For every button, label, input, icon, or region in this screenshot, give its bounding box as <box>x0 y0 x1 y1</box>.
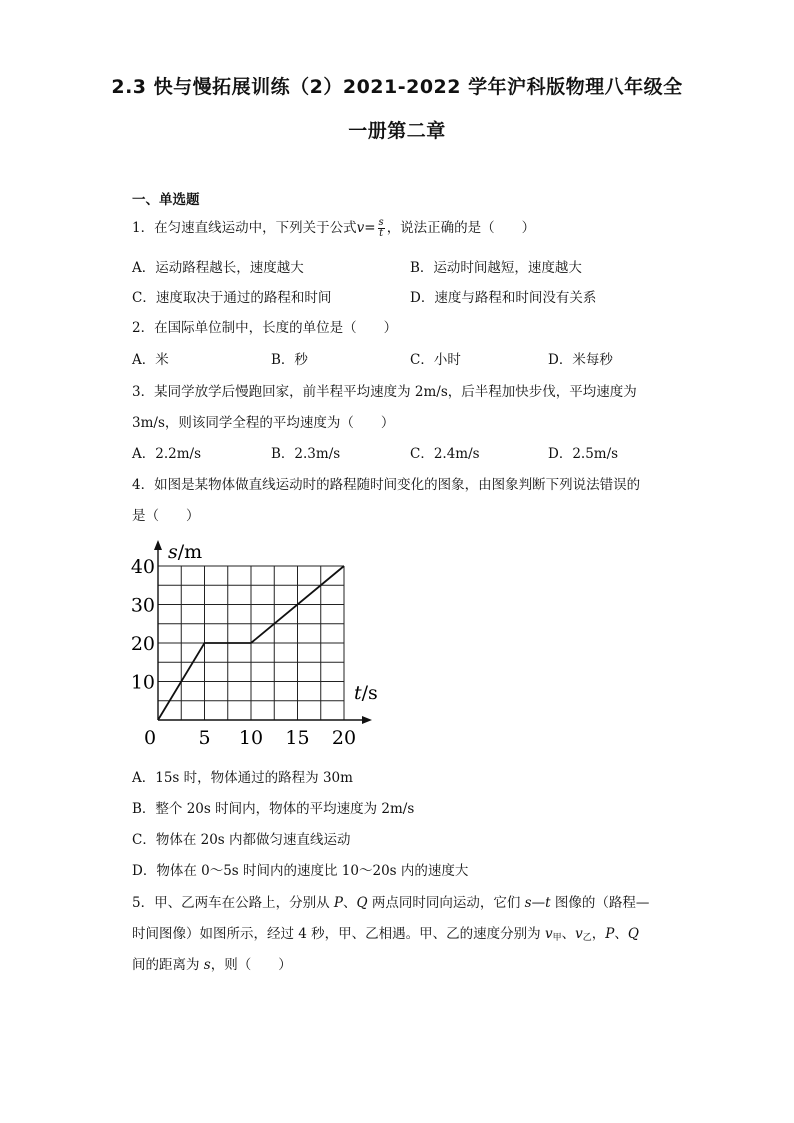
question-1-stem <box>132 216 535 239</box>
q1-option-c[interactable]: C．速度取决于通过的路程和时间 <box>132 290 332 306</box>
q3-option-d[interactable]: D．2.5m/s <box>548 446 619 462</box>
question-5-stem-line2 <box>132 922 639 943</box>
page-title-line2: 一册第二章 <box>348 120 446 142</box>
x-tick-label: 20 <box>331 727 357 749</box>
subscript-yi: 乙 <box>582 933 592 943</box>
q3-option-a[interactable]: A．2.2m/s <box>132 446 201 462</box>
q2-option-c[interactable]: C．小时 <box>410 352 461 368</box>
q4-option-d[interactable]: D．物体在 0～5s 时间内的速度比 10～20s 内的速度大 <box>132 863 469 879</box>
y-axis-arrow-icon <box>154 540 162 550</box>
y-tick-label: 20 <box>130 633 155 655</box>
q3-option-b[interactable]: B．2.3m/s <box>271 446 341 462</box>
q5-text-f: 间的距离为 <box>132 957 204 973</box>
q3-option-c[interactable]: C．2.4m/s <box>410 446 480 462</box>
subscript-jia: 甲 <box>552 933 562 943</box>
q4-option-a[interactable]: A．15s 时，物体通过的路程为 30m <box>132 770 353 786</box>
q5-text-g: ，则（ ） <box>210 957 292 973</box>
q1-option-a[interactable]: A．运动路程越长，速度越大 <box>132 260 304 276</box>
var-distance-s: s <box>203 957 211 973</box>
distance-time-graph <box>130 532 390 752</box>
question-3-stem-line1: 3．某同学放学后慢跑回家，前半程平均速度为 2m/s，后半程加快步伐，平均速度为 <box>132 384 637 400</box>
q5-dash: — <box>531 895 546 911</box>
var-v-jia: v <box>544 926 553 942</box>
q4-option-c[interactable]: C．物体在 20s 内都做匀速直线运动 <box>132 832 351 848</box>
fraction-numerator: s <box>378 217 384 228</box>
question-3-stem-line2: 3m/s，则该同学全程的平均速度为（ ） <box>132 415 395 431</box>
q5-text-c: 图像的（路程— <box>550 895 650 911</box>
q4-option-b[interactable]: B．整个 20s 时间内，物体的平均速度为 2m/s <box>132 801 415 817</box>
question-1-prefix: 1．在匀速直线运动中，下列关于公式 <box>132 220 357 236</box>
q2-option-d[interactable]: D．米每秒 <box>548 352 613 368</box>
q1-option-b[interactable]: B．运动时间越短，速度越大 <box>410 260 582 276</box>
y-tick-label: 40 <box>130 556 155 578</box>
x-tick-label: 5 <box>198 727 211 749</box>
question-5-stem-line1 <box>132 891 649 911</box>
q5-text-e: ， <box>591 926 606 942</box>
var-s: s <box>524 895 532 911</box>
question-4-stem-line1: 4．如图是某物体做直线运动时的路程随时间变化的图象，由图象判断下列说法错误的 <box>132 477 641 493</box>
point-p2: P <box>605 926 615 942</box>
question-4-stem-line2: 是（ ） <box>132 508 200 524</box>
q5-text-a: 5．甲、乙两车在公路上，分别从 <box>132 895 334 911</box>
point-q: Q <box>356 895 368 911</box>
var-t: t <box>545 895 551 911</box>
q5-sep2: 、 <box>561 926 576 942</box>
point-q2: Q <box>627 926 639 942</box>
point-p: P <box>333 895 343 911</box>
x-tick-label: 10 <box>238 727 264 749</box>
q2-option-a[interactable]: A．米 <box>132 352 169 368</box>
q5-sep: 、 <box>342 895 357 911</box>
formula-v: v <box>356 220 365 236</box>
x-axis-arrow-icon <box>362 716 372 724</box>
q5-text-b: 两点同时同向运动，它们 <box>367 895 525 911</box>
q1-option-d[interactable]: D．速度与路程和时间没有关系 <box>410 290 597 306</box>
var-v-yi: v <box>575 926 583 942</box>
y-axis-label: s/m <box>168 541 203 563</box>
x-axis-label: t/s <box>354 682 378 704</box>
fraction-denominator: t <box>379 228 384 239</box>
question-5-stem-line3 <box>132 953 292 973</box>
formula-eq: = <box>364 220 376 236</box>
question-2-stem: 2．在国际单位制中，长度的单位是（ ） <box>132 320 398 336</box>
formula-fraction <box>378 218 385 239</box>
y-tick-label: 10 <box>130 671 155 694</box>
q5-text-d: 时间图像）如图所示，经过 4 秒，甲、乙相遇。甲、乙的速度分别为 <box>132 926 545 942</box>
page-title-line1: 2.3 快与慢拓展训练（2）2021-2022 学年沪科版物理八年级全 <box>111 76 683 98</box>
section-heading: 一、单选题 <box>132 192 200 208</box>
x-tick-label: 15 <box>285 727 310 749</box>
q2-option-b[interactable]: B．秒 <box>271 352 308 368</box>
question-1-suffix: ，说法正确的是（ ） <box>386 220 536 236</box>
y-tick-label: 30 <box>130 594 155 617</box>
x-tick-label: 0 <box>143 727 157 749</box>
q5-sep3: 、 <box>614 926 628 942</box>
